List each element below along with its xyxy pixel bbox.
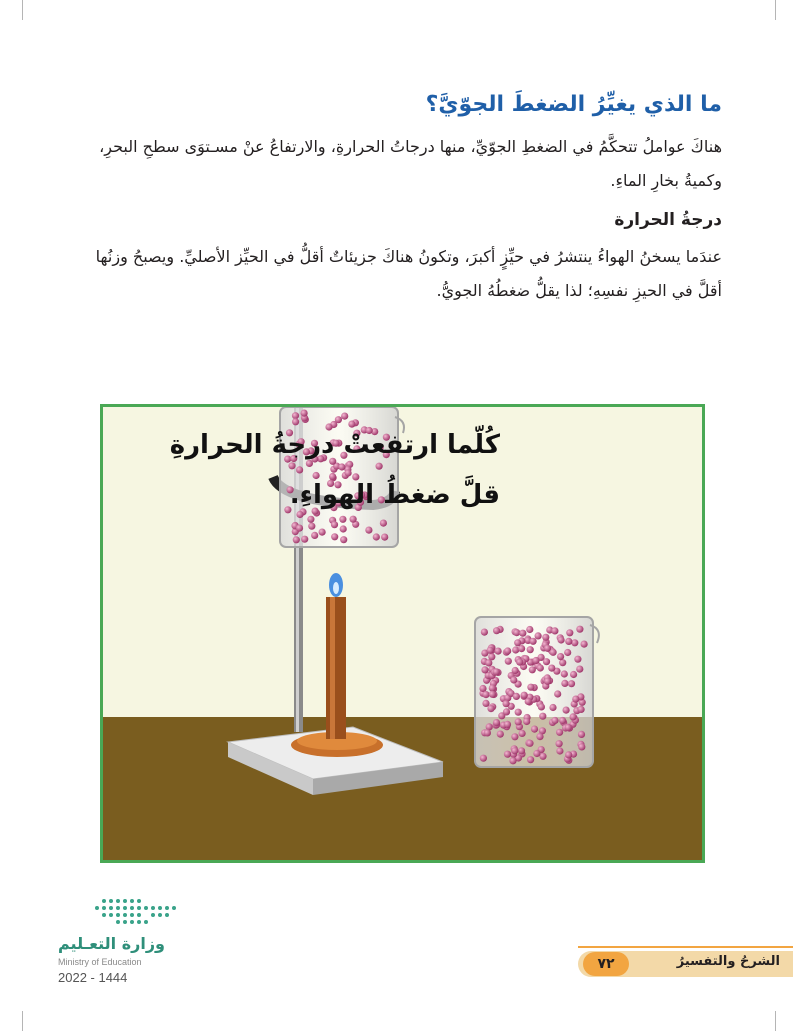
air-particle bbox=[481, 629, 488, 636]
air-particle bbox=[527, 684, 534, 691]
air-particle bbox=[504, 647, 511, 654]
air-particle bbox=[521, 692, 528, 699]
air-particle bbox=[576, 626, 583, 633]
air-particle bbox=[554, 690, 561, 697]
air-particle bbox=[373, 533, 380, 540]
air-particle bbox=[505, 658, 512, 665]
air-particle bbox=[340, 536, 347, 543]
edition-year: 2022 - 1444 bbox=[58, 970, 128, 985]
air-particle bbox=[551, 627, 558, 634]
air-particle bbox=[571, 639, 578, 646]
air-particle bbox=[515, 709, 522, 716]
air-particle bbox=[511, 733, 518, 740]
air-particle bbox=[556, 747, 563, 754]
table-surface bbox=[103, 717, 702, 860]
air-particle bbox=[340, 525, 347, 532]
page-number: ٧٢ bbox=[583, 952, 629, 976]
air-particle bbox=[559, 659, 566, 666]
air-particle bbox=[511, 747, 518, 754]
air-particle bbox=[365, 527, 372, 534]
cool-beaker bbox=[475, 617, 599, 767]
air-particle bbox=[503, 700, 510, 707]
air-particle bbox=[493, 668, 500, 675]
air-particle bbox=[535, 632, 542, 639]
air-particle bbox=[564, 649, 571, 656]
section-subheading: درجةُ الحرارة bbox=[614, 210, 722, 230]
air-particle bbox=[561, 670, 568, 677]
air-particle bbox=[487, 705, 494, 712]
crop-mark bbox=[775, 1011, 776, 1031]
intro-paragraph: هناكَ عواملُ تتحكَّمُ في الضغطِ الجوّيِّ، منها درجاتُ الحرارةِ، والارتفاعُ عنْ مسـتوَى سطحِ البحرِ، وكميةُ بخارِ الماءِ. bbox=[99, 137, 722, 190]
air-particle bbox=[543, 658, 550, 665]
air-particle bbox=[518, 747, 525, 754]
footer-rule bbox=[578, 946, 793, 948]
air-particle bbox=[563, 707, 570, 714]
air-particle bbox=[479, 685, 486, 692]
air-particle bbox=[311, 532, 318, 539]
air-particle bbox=[319, 529, 326, 536]
air-particle bbox=[565, 724, 572, 731]
temperature-paragraph: عندَما يسخنُ الهواءُ ينتشرُ في حيِّزٍ أكبرَ، وتكونُ هناكَ جزيئاتٌ أقلُّ في الحيِّز الأصليِّ. ويصبحُ وزنُها أقلَّ في الحيزِ نفسِهِ؛ لذا يقلُّ ضغطُهُ الجويُّ. bbox=[95, 247, 722, 300]
air-particle bbox=[551, 717, 558, 724]
air-particle bbox=[301, 536, 308, 543]
air-particle bbox=[512, 667, 519, 674]
air-particle bbox=[516, 659, 523, 666]
air-particle bbox=[296, 525, 303, 532]
air-particle bbox=[565, 751, 572, 758]
air-particle bbox=[556, 740, 563, 747]
air-particle bbox=[381, 534, 388, 541]
air-particle bbox=[529, 666, 536, 673]
air-particle bbox=[566, 629, 573, 636]
air-particle bbox=[493, 719, 500, 726]
air-particle bbox=[557, 653, 564, 660]
air-particle bbox=[482, 700, 489, 707]
air-particle bbox=[510, 676, 517, 683]
ministry-name-english: Ministry of Education bbox=[58, 957, 142, 967]
air-particle bbox=[565, 638, 572, 645]
ministry-name-arabic: وزارة التعـليم bbox=[58, 934, 165, 953]
air-particle bbox=[380, 520, 387, 527]
air-particle bbox=[578, 731, 585, 738]
air-particle bbox=[523, 718, 530, 725]
air-particle bbox=[532, 657, 539, 664]
air-particle bbox=[570, 713, 577, 720]
air-particle bbox=[487, 647, 494, 654]
crop-mark bbox=[22, 1011, 23, 1031]
caption-line-1: كُلّما ارتفعتْ درجةُ الحرارةِ bbox=[169, 430, 500, 460]
air-particle bbox=[513, 693, 520, 700]
section-label: الشرحُ والتفسيرُ bbox=[676, 954, 780, 969]
caption-line-2: قلَّ ضغطُ الهواءِ. bbox=[289, 480, 500, 510]
air-particle bbox=[544, 645, 551, 652]
air-particle bbox=[513, 629, 520, 636]
air-particle bbox=[503, 708, 510, 715]
crop-mark bbox=[22, 0, 23, 20]
air-particle bbox=[572, 696, 579, 703]
air-particle bbox=[480, 755, 487, 762]
air-particle bbox=[482, 691, 489, 698]
air-particle bbox=[581, 641, 588, 648]
air-particle bbox=[526, 626, 533, 633]
air-particle bbox=[568, 680, 575, 687]
air-particle bbox=[504, 721, 511, 728]
air-particle bbox=[539, 713, 546, 720]
air-particle bbox=[489, 685, 496, 692]
crop-mark bbox=[775, 0, 776, 20]
air-particle bbox=[548, 665, 555, 672]
air-particle bbox=[527, 756, 534, 763]
air-particle bbox=[504, 751, 511, 758]
air-particle bbox=[484, 729, 491, 736]
air-particle bbox=[497, 731, 504, 738]
air-particle bbox=[331, 521, 338, 528]
air-particle bbox=[341, 413, 348, 420]
air-particle bbox=[301, 410, 308, 417]
air-particle bbox=[331, 533, 338, 540]
air-particle bbox=[493, 627, 500, 634]
air-particle bbox=[488, 653, 495, 660]
air-particle bbox=[556, 729, 563, 736]
burner-tube bbox=[326, 597, 346, 739]
air-particle bbox=[485, 659, 492, 666]
air-particle bbox=[519, 730, 526, 737]
air-particle bbox=[509, 757, 516, 764]
air-particle bbox=[542, 634, 549, 641]
air-particle bbox=[308, 523, 315, 530]
air-particle bbox=[538, 703, 545, 710]
air-particle bbox=[578, 706, 585, 713]
air-particle bbox=[578, 743, 585, 750]
air-particle bbox=[526, 740, 533, 747]
air-particle bbox=[514, 639, 521, 646]
air-particle bbox=[574, 656, 581, 663]
air-particle bbox=[481, 666, 488, 673]
ministry-logo-icon bbox=[58, 895, 188, 929]
air-particle bbox=[549, 704, 556, 711]
air-particle bbox=[495, 648, 502, 655]
air-particle bbox=[531, 726, 538, 733]
air-particle bbox=[519, 630, 526, 637]
air-particle bbox=[293, 536, 300, 543]
figure-caption bbox=[100, 420, 500, 520]
page-title: ما الذي يغيِّرُ الضغطَ الجوّيَّ؟ bbox=[425, 92, 722, 117]
air-particle bbox=[544, 678, 551, 685]
air-particle bbox=[515, 718, 522, 725]
air-particle bbox=[570, 671, 577, 678]
air-particle bbox=[536, 733, 543, 740]
air-particle bbox=[530, 638, 537, 645]
air-particle bbox=[525, 698, 532, 705]
air-particle bbox=[489, 691, 496, 698]
air-particle bbox=[558, 636, 565, 643]
air-particle bbox=[537, 664, 544, 671]
air-particle bbox=[527, 646, 534, 653]
air-particle bbox=[559, 717, 566, 724]
air-particle bbox=[576, 666, 583, 673]
air-particle bbox=[561, 680, 568, 687]
air-particle bbox=[533, 750, 540, 757]
